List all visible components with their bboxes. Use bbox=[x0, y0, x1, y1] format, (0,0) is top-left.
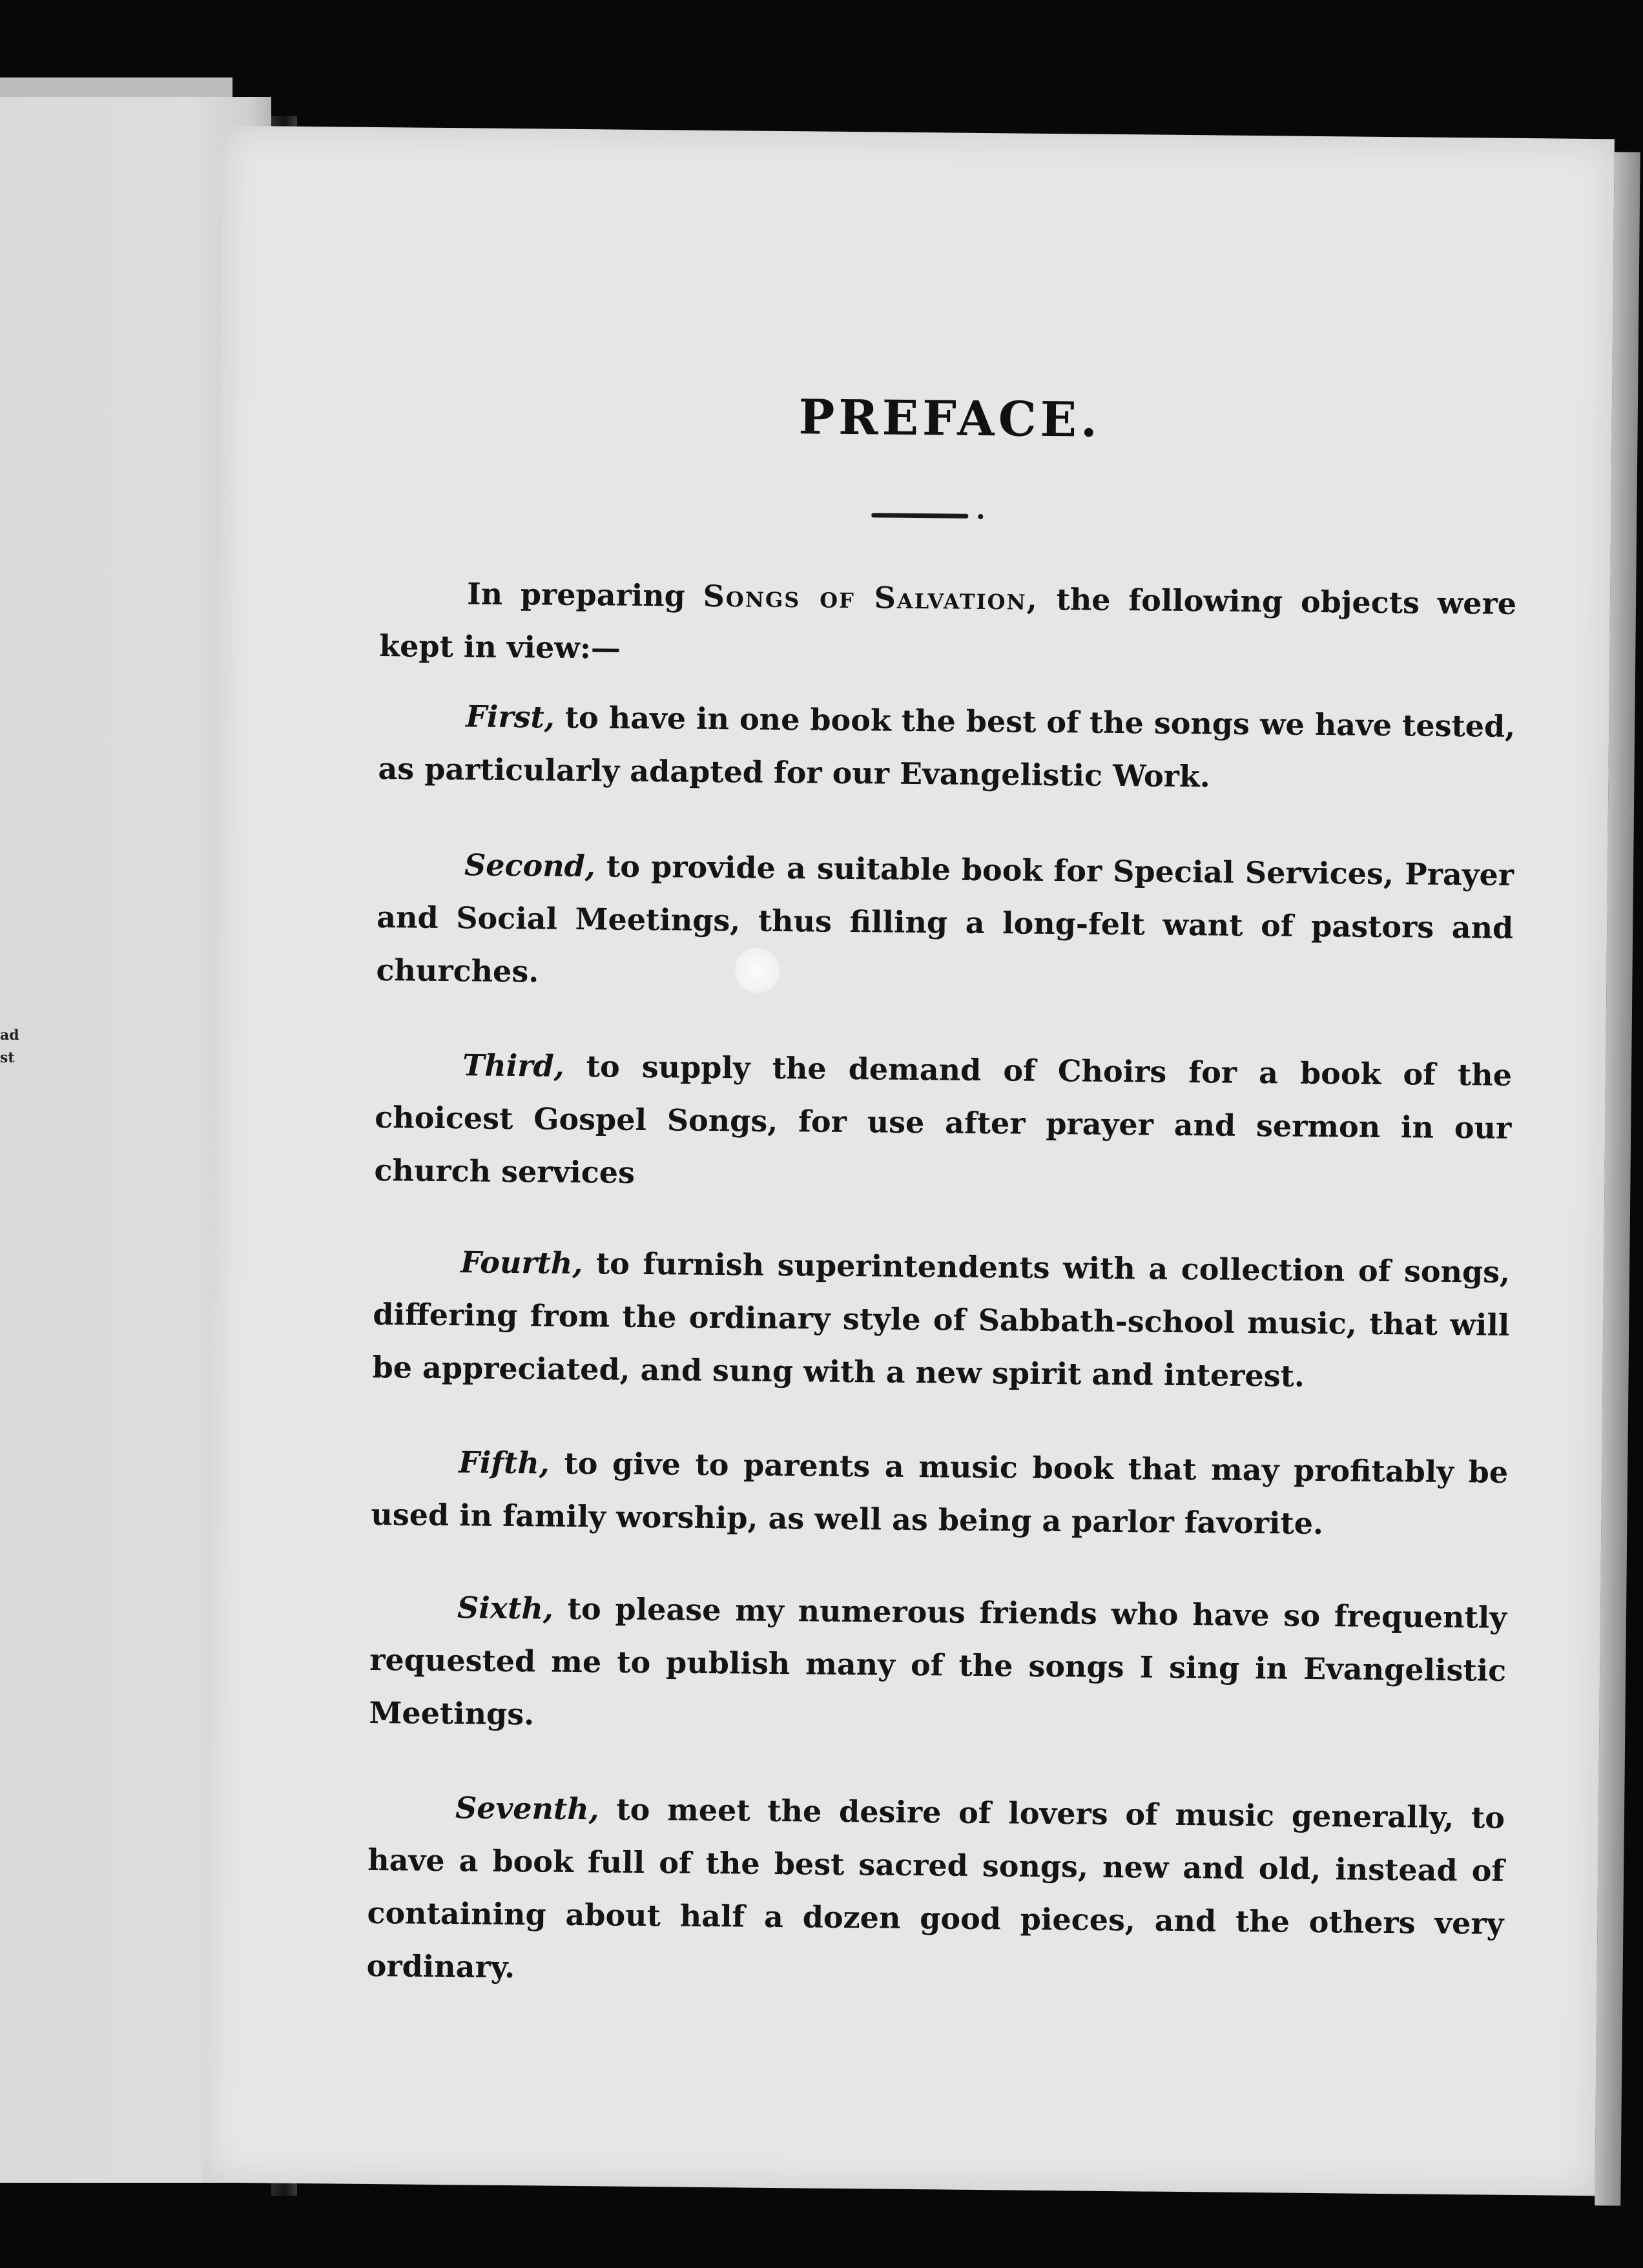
book-title: Songs of Salvation, bbox=[703, 578, 1039, 617]
preface-page bbox=[203, 126, 1614, 2196]
paragraph-ordinal: Seventh, bbox=[455, 1790, 599, 1827]
paragraph-text: to please my numerous friends who have so frequently requested me to publish many of the songs I sing in Evangelistic Meetings. bbox=[369, 1591, 1507, 1732]
paragraph-third bbox=[374, 1038, 1512, 1208]
paragraph-sixth bbox=[369, 1580, 1507, 1750]
page-text-block bbox=[364, 127, 1520, 2195]
page-edge bbox=[1595, 152, 1640, 2205]
paragraph-text: to supply the demand of Choirs for a book of the choicest Gospel Songs, for use after prayer and sermon in our church services bbox=[374, 1049, 1513, 1190]
paragraph-text: to furnish superintendents with a collection of songs, differing from the ordinary style of Sabbath-school music, that will be appreciated, and sung with a new spirit and interest. bbox=[372, 1246, 1511, 1394]
paragraph-second bbox=[376, 838, 1514, 1007]
paragraph-text: to give to parents a music book that may profitably be used in family worship, as well as being a parlor favorite. bbox=[371, 1445, 1509, 1541]
intro-rest: the following objects were kept in view:— bbox=[379, 582, 1517, 666]
paragraph-fifth bbox=[371, 1435, 1508, 1552]
paper-stain bbox=[734, 947, 780, 993]
paragraph-text: to meet the desire of lovers of music generally, to have a book full of the best sacred songs, new and old, instead of containing about half a dozen good pieces, and the others very ordinary. bbox=[366, 1791, 1505, 1985]
paragraph-ordinal: Fourth, bbox=[460, 1244, 583, 1281]
intro-paragraph bbox=[379, 566, 1516, 683]
paragraph-text: to have in one book the best of the songs we have tested, as particularly adapted for our Evangelistic Work. bbox=[378, 699, 1516, 794]
paragraph-ordinal: Third, bbox=[462, 1047, 564, 1084]
paragraph-ordinal: Sixth, bbox=[457, 1590, 554, 1626]
page-title: PREFACE. bbox=[798, 389, 1102, 448]
paragraph-ordinal: Fifth, bbox=[458, 1445, 550, 1481]
paragraph-first bbox=[378, 689, 1515, 806]
intro-lead: In preparing bbox=[466, 576, 686, 613]
title-rule bbox=[871, 513, 968, 518]
title-rule-dot bbox=[978, 514, 983, 519]
paragraph-ordinal: Second, bbox=[464, 847, 596, 884]
paragraph-fourth bbox=[372, 1235, 1510, 1405]
left-page-fragment: st bbox=[0, 1049, 15, 1066]
paragraph-text: to provide a suitable book for Special Services, Prayer and Social Meetings, thus filling a long-felt want of pastors and churches. bbox=[376, 849, 1514, 989]
paragraph-seventh bbox=[366, 1780, 1505, 2003]
paragraph-ordinal: First, bbox=[466, 699, 555, 735]
left-page-fragment: ad bbox=[0, 1027, 19, 1044]
